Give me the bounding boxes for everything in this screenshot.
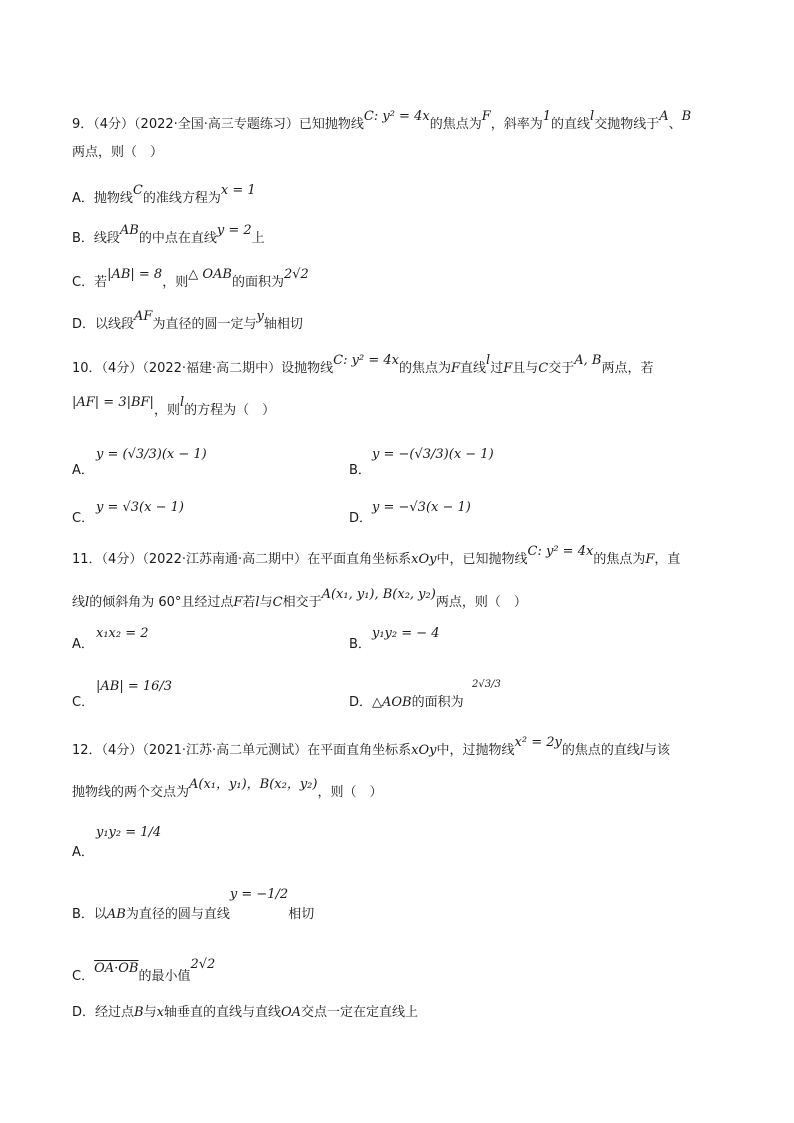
q10-text: 两点，若 [601, 361, 654, 376]
q10-text: ，则 [153, 403, 180, 418]
q10-option-b-formula: y = −(√3/3)(x − 1) [372, 447, 494, 462]
q10-option-d-label: D． [349, 511, 373, 526]
q9-option-c-label: C．若 [72, 275, 108, 290]
q12-text: 轴垂直的直线与直线 [163, 1005, 281, 1020]
q11-stem-line2 [72, 587, 527, 612]
q11-option-a-label: A． [72, 637, 94, 652]
q11-option-c-formula: |AB| = 16/3 [96, 679, 173, 694]
q10-option-a-formula: y = (√3/3)(x − 1) [96, 447, 207, 462]
q12-option-a-formula: y₁y₂ = 1/4 [96, 825, 162, 840]
q10-text: 直线 [460, 361, 487, 376]
q12-option-d-oa: OA [280, 1005, 301, 1020]
q12-option-c-vector: OA·OB [94, 961, 139, 976]
q12-text: 交点一定在定直线上 [301, 1005, 419, 1020]
q10-text: 的方程为（ ） [184, 403, 276, 418]
q9-text: 的焦点为 [429, 117, 482, 132]
q12-coord-system: xOy [411, 743, 437, 758]
q12-option-b-label: B．以 [72, 907, 107, 922]
q11-text: 相交于 [282, 595, 322, 610]
q9-option-c-condition: |AB| = 8 [107, 267, 163, 282]
q12-stem-line2 [72, 777, 383, 802]
q11-option-d-label: D． [349, 695, 373, 710]
q12-option-d-x: x [156, 1005, 164, 1020]
q11-option-d-triangle: △AOB [372, 695, 412, 710]
q11-text: 中，已知抛物线 [436, 552, 528, 567]
q12-text: 为直径的圆与直线 [125, 907, 230, 922]
q9-option-d-af: AF [134, 309, 153, 324]
q12-text: 与 [143, 1005, 157, 1020]
q9-option-c-value: 2√2 [283, 267, 309, 282]
q11-line-l: l [255, 595, 260, 610]
q10-line-l: l [486, 353, 491, 368]
q9-option-b-formula: y = 2 [216, 223, 252, 238]
q9-text: 为直径的圆一定与 [152, 317, 257, 332]
q11-curve-c: C [272, 595, 283, 610]
q9-option-a-label: A．抛物线 [72, 191, 133, 206]
q10-parabola-formula: C: y² = 4x [333, 353, 399, 368]
q10-option-d-formula: y = −√3(x − 1) [372, 500, 471, 515]
q9-text: ，斜率为 [490, 117, 543, 132]
q11-option-b-label: B． [349, 637, 371, 652]
q12-option-c-value: 2√2 [190, 957, 216, 972]
q12-text: 相切 [288, 907, 315, 922]
q9-option-b-ab: AB [119, 223, 139, 238]
q12-text: 与该 [644, 743, 671, 758]
q11-coord-system: xOy [411, 552, 437, 567]
q12-option-c-label: C． [72, 969, 95, 984]
q9-text: 的中点在直线 [138, 231, 217, 246]
q12-option-d-b: B [134, 1005, 144, 1020]
q9-option-a-c: C [132, 183, 143, 198]
q10-text: 的焦点为 [398, 361, 451, 376]
q9-parabola-formula: C: y² = 4x [363, 109, 430, 124]
q9-text: ，则 [162, 275, 189, 290]
q9-text: 交抛物线于 [594, 117, 660, 132]
q12-option-d-label: D．经过点 [72, 1005, 135, 1020]
q12-option-b-formula: y = −1/2 [229, 887, 289, 902]
q11-option-c-label: C． [72, 695, 95, 710]
q10-line-l: l [179, 395, 185, 410]
q12-points: A(x₁，y₁)，B(x₂，y₂) [189, 777, 318, 792]
q10-stem-line2 [72, 395, 276, 420]
q12-text: ，则（ ） [317, 785, 383, 800]
q12-option-b-ab: AB [106, 907, 126, 922]
q9-option-b [72, 223, 265, 248]
q12-line-l: l [639, 743, 645, 758]
q11-parabola-formula: C: y² = 4x [527, 544, 594, 559]
q11-text: 的面积为 [411, 695, 464, 710]
q11-option-d-value: 2√3/3 [472, 679, 501, 690]
q11-text: 的焦点为 [593, 552, 646, 567]
q9-text: 的面积为 [231, 275, 284, 290]
q12-stem-line1 [72, 735, 671, 760]
q9-text: 上 [251, 231, 265, 246]
q9-stem-text: 9．（4分）（2022·全国·高三专题练习）已知抛物线 [72, 117, 364, 132]
q12-option-b [72, 887, 315, 924]
q12-text: 抛物线的两个交点为 [72, 785, 190, 800]
q9-option-c-triangle: △ OAB [188, 267, 232, 282]
q9-option-d-y: y [256, 309, 264, 324]
q9-slope: 1 [542, 109, 552, 124]
q12-option-d [72, 1004, 418, 1022]
q9-option-d-label: D．以线段 [72, 317, 135, 332]
q10-condition: |AF| = 3|BF| [72, 395, 154, 410]
q11-points: A(x₁, y₁), B(x₂, y₂) [321, 587, 436, 602]
q12-option-a-label: A． [72, 845, 94, 860]
q10-option-a-label: A． [72, 463, 94, 478]
q10-stem-line1 [72, 353, 654, 378]
q11-option-b-formula: y₁y₂ = − 4 [372, 626, 440, 641]
q12-text: 中，过抛物线 [436, 743, 515, 758]
q11-text: 两点，则（ ） [435, 595, 527, 610]
q11-focus: F [233, 595, 243, 610]
q12-option-c [72, 957, 216, 986]
q12-stem-text: 12．（4分）（2021·江苏·高二单元测试）在平面直角坐标系 [72, 743, 412, 758]
q11-option-d [349, 694, 464, 712]
q10-text: 交于 [548, 361, 575, 376]
q9-point-a: A [659, 109, 669, 124]
q10-text: 过 [490, 361, 504, 376]
q10-stem-text: 10．（4分）（2022·福建·高二期中）设抛物线 [72, 361, 334, 376]
q11-text: ，直 [654, 552, 681, 567]
q11-stem-text: 11．（4分）（2022·江苏南通·高二期中）在平面直角坐标系 [72, 552, 412, 567]
q9-text: 轴相切 [263, 317, 303, 332]
q9-text: 、 [668, 117, 682, 132]
q10-focus: F [450, 361, 460, 376]
q9-line-l: l [590, 109, 595, 124]
q10-option-c-label: C． [72, 511, 95, 526]
q9-stem-line1 [72, 109, 692, 134]
q9-option-b-label: B．线段 [72, 231, 120, 246]
q9-option-c [72, 267, 309, 292]
q9-text: 的准线方程为 [142, 191, 221, 206]
q9-point-b: B [681, 109, 692, 124]
q11-stem-line1 [72, 544, 681, 569]
q11-text: 若 [242, 595, 256, 610]
q12-text: 的最小值 [138, 969, 191, 984]
q10-text: 且与 [512, 361, 539, 376]
q11-text: 线 [72, 595, 86, 610]
q11-text: 的倾斜角为 60°且经过点 [89, 595, 234, 610]
q10-curve-c: C [538, 361, 549, 376]
q9-stem-line2: 两点，则（ ） [72, 145, 164, 160]
q9-option-d [72, 309, 303, 334]
q10-option-c-formula: y = √3(x − 1) [96, 500, 184, 515]
q12-parabola-formula: x² = 2y [514, 735, 562, 750]
q9-option-a [72, 183, 256, 208]
q10-focus: F [503, 361, 513, 376]
q11-option-a-formula: x₁x₂ = 2 [96, 626, 149, 641]
q10-points: A, B [574, 353, 602, 368]
q10-option-b-label: B． [349, 463, 371, 478]
q11-focus: F [645, 552, 655, 567]
q9-option-a-formula: x = 1 [220, 183, 256, 198]
q9-text: 的直线 [551, 117, 591, 132]
q9-focus: F [481, 109, 491, 124]
q11-text: 与 [259, 595, 273, 610]
q11-line-l: l [85, 595, 90, 610]
q12-text: 的焦点的直线 [561, 743, 640, 758]
